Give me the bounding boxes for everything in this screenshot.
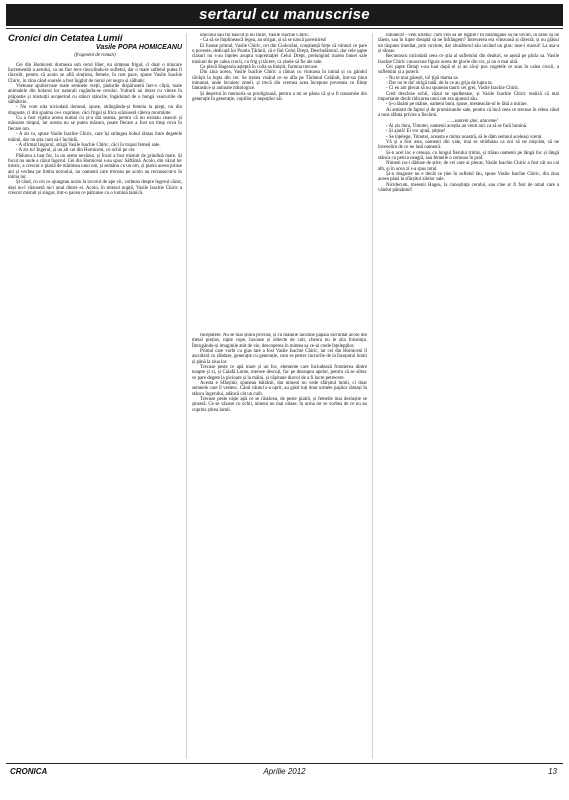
paragraph: Și-n dragoste nu e decât ce ține în sufletul tău, spuse Vasile Isachie Chiric, din ziua aceea până la sfârșitul zilelor sale. [378,171,559,183]
paragraph: Ei fusese primul, Vasile Chiric, cel din Ciohorăni, conștiență forțe că vânturi ce pare o poveste, dedicată lui Poarta Țărănii, că e fiul Celui Drept, Deschelătorul, dar cele șapte clasuri nu s-au înțeles asupra supremației Celui Drept, prelungind marea bunei sale misiuni de pe calea crucii, cu frig și tăcere, ca zisele să fie ale sale. [192,43,367,65]
paragraph: întunecat - veni urletul: cum vrei să ne lupțim? În buzdugane să ne lovim, în săbii să ne tăiem, sau în lupte dreaptă să ne înfrângem? Întrecerea era vitezoasă și directă, și nu glăsui un răspuns imediat, prin cuvinte, dar zburătorul său urcând un glas: tuse-i maxul! La asa-a și rămas. [378,33,559,55]
paragraph: Trecuse peste niște apă ce se răstăcea, de peste piatră, și femeile mai deslușite se șinseră. Ce se văzuse cu ochii, nimeni nu mai uitase; în urma lor se vorbea de ce nu au cuprins știrea lumii. [192,397,367,413]
column-divider [186,33,187,759]
paragraph: Nicidecum, mesenii Hagea, la cunoștința cerului, sau cine ar fi fost de omul care a vândut pământul! [378,182,559,193]
paragraph: Cei șapte fârtați s-au luat după el și au să-și pus cugetele ce stau în calea crucii, a sufletului și a puterii. [378,65,559,76]
article-column-3 [378,33,559,759]
paragraph: - Se înțelege, Timotei, aceasta e mima noastră, să le dăm semnul aceleași vremi. [386,134,543,140]
magazine-name: CRONICA [10,767,48,776]
paragraph: - A sfirmat lingurul, strigă Vasile Isachie Chiric, căci în trupul femeii sale. [16,142,161,148]
paragraph: Și când, cu cei ce ajungeau acolo la izvorul de ape vii, vorbeau despre îngerul căzut, deși nu-l văzuseră nici unul dintre ei. Acolo, în miezul nopții, Vasile Isachie Chiric a crescut mistuit și singur, într-o pacea ce pătrunse cu o lumină tainică. [8,180,182,196]
paragraph: - Și ajută! Ei vor ajută, știține! [386,129,446,135]
paragraph: Cred deschise ochii, văzul se spulberase, și Vasile Isachie Chiric realiză că mai importante decât ridicarea unui om era ajunsul său. [378,91,559,103]
paragraph: - Ai zis dura, Timotei, oamenii aceștia au venit aici ca să se facă lumină. [386,123,528,129]
article-column-2-top [192,33,367,319]
paragraph: - Ci eu am plecat să nu spuneau taurii cei grei, Vasile Isachie Chiric. [386,86,520,92]
paragraph: ......suntem șine, ataceme! [447,118,498,124]
paragraph: Cu a fost vijelia aceea numai cu și-a dat seama, pentru că nu existau ceasuri și măsoare timpul, iar acesta nu se putea măsura, poate fiecare a fost un timp ceva în fiecare om. [8,116,182,132]
paragraph: Vietnase spuliervase toate semnele vieții, pădurile dispăruseră într-o clipă, toate animalele din hotarul lor naturali rugându-se cerului. Vulturii au intrat cu viteze în prăpastie și mistuiții acoperind cu stânci stâncile, îngăduind de o bungă veacuriile de sălbăticie. [8,84,182,106]
paragraph: Și-n acel loc e cenușa, cu lungul fierului trimis, și trăiau oamenii pe lângă foc și lângă stânca cu petica neagră, sau femeile o cerneau în praf. [378,150,559,161]
paragraph: Acesta e Sfârșitul, spuneau bătrânii, dar nimeni nu vede sfârșitul lumii, ci doar semnele care îl vestesc. Când vântul s-a oprit, au găsit toți doar urmele pașilor rămași în stânca îngerului, adâncă cât un cuib. [192,381,367,397]
paragraph: - Nu te mai găsești, tu! țipă mama sa. [386,75,459,81]
issue-date: Aprilie 2012 [263,767,306,776]
footer-divider [6,763,563,764]
paragraph: Ai amintit de faptul și de promisiunile sale, pentru că încă ceea ce trecuse în rebus când a tuns sfânta privire a fiecărui. [378,107,559,119]
section-title: sertarul cu manuscrise [199,6,370,23]
article-note: (fragment de roman) [74,53,116,59]
paragraph: Nimeni nu-i dăduse de știre, de cei care ai plecat, Vasile Isachie Chiric a fost cât un cal alb, și în acea zi s-a spus totul. [378,161,559,172]
paragraph: Pădurea a luat foc, la un semn nevăzut, și focul a fost mistuit de grindină mare. Și focul nu unde a căzut îngerul. Cei din Homiceni s-au spus: Săftămâ. Acolo, din văzul lor mistic, a crescut o piatră de mărimea unui om, și semănu cu un om, și piatra aceea prinse ani și vechea pe limba noroului, iar oamenii care treceau pe acolo au recunoscut-o în inima lor. [8,153,182,180]
header-divider [6,28,563,29]
article-column-1 [8,33,182,759]
paragraph: - Ș-o lăsăm pe mâine, oameni buni, spuse, mesteacăn-ul le lăsă a mirare. [386,102,528,108]
article-column-2-bottom [192,333,367,759]
paragraph: - Nu vom uita niciodată domnul, spuse, strângându-și femeia la piept, nu din dragoste, ci din spaima ce-i cuprinse, căci frigul și frica scăzuseră câteva morminte. [8,105,182,116]
article-title: Cronici din Cetatea Lumii [8,33,123,44]
paragraph: Cei din Homiceni dormeau sub cerul liber, nu simțeau frigul, ci doar o mișcare încremenită a aerului, ca un fior rece răscolindu-le sufletul, dar o mare sufletul putea fi răscolit, pentru că acolo se află simțirea, femeie, în rost pace, spune Vasile Isachie Chiric, în zina când soarele a fost înjghit de norul cel negru și sălbatic. [8,62,182,84]
section-header-band [6,4,563,26]
paragraph: Și deșertul în memoria sa prodigioasă, pentru a mi se părea că și-a fi transmise din generație în generație, copiilor și nepoților săi. [192,91,367,103]
paragraph: Recunoscu niciodată ceea ce știa al sufletului din dealuri, se așeză pe pâcla sa. Vasile Isachie Chiric cunoscuse figura aceea de glorie din vis, și nu o mai uită. [378,54,559,65]
page-number: 13 [548,767,557,776]
paragraph: Primul care vorbi cu glas tare a fost Vasile Isachie Chiric, iar cei din Homiceni îl ascultară cu răbdare, generație cu generație, cum se petrec lucrurile de la începutul lumii și până la ziua lor. [192,349,367,365]
paragraph: Ce plecă Hagearia așteptă în colia sa liniștit, furtuna trecuse. [200,65,319,71]
paragraph: - Dar nu te du! strigă tatăl, de la ce au grija de lupta ta. [386,81,493,87]
paragraph: - A zis tu! Ingerul, și un alt cei din Homiceni, cu ochii pe cer. [16,148,136,154]
paragraph: Vă și a fost asta, oamenii din vale, mai se străduiau ca noi să ne mișcăm, să ne înveselim de ce ne lasă oamenii. [378,139,559,151]
paragraph: Din zina aceea, Vasile Isachie Chiric a rămas cu vintoasa în inimă și cu gândul răvășit la lupta din cer. Se trezea visând ce se afla pe Tărâmul Celălalt, într-un ținut minunat, unde locuiesc zmeii, și trecă din vremea acea începuse povestea cu ființe fantastice și animale mitologice. [192,70,367,92]
column-divider [372,33,373,759]
paragraph: - Ca să se împlinească legea, au strigat, și să se nască pavestirea! [200,38,327,44]
paragraph: unicului său fiu născut și nu făcut, Vasile Isachie Chiric. [200,33,310,38]
article-author: Vasile POPA HOMICEANU [95,44,182,51]
paragraph: Începutele. Nu se mai știura privind, și cu mâinile lăcomie păpăia încruntat acolo din metal prețios, nipte cupe, luxoase și obiecte de cult, cheora nu le știa folosința. Îmrugându-și imaginile atât de vie, descoperea în mintea sa ce-ai crede înțelepților. [192,333,367,349]
paragraph: - A zis tu, spuse Vasile Isachie Chiric, care își strângea bobul rămas între degetele mâinii, dar nu știa cum să-l închidă. [8,132,182,143]
paragraph: Trecuse peste ce apă mare și un foc, elemente care înciudează frontierea dintre noapte și zi, și Calafă Lume, mersee descuți, fac pe deasupra apelor, pentru că se silesc ce pare degete la picioare și la mâini, și căpitane diavol de a fi lucre petrecere. [192,365,367,381]
